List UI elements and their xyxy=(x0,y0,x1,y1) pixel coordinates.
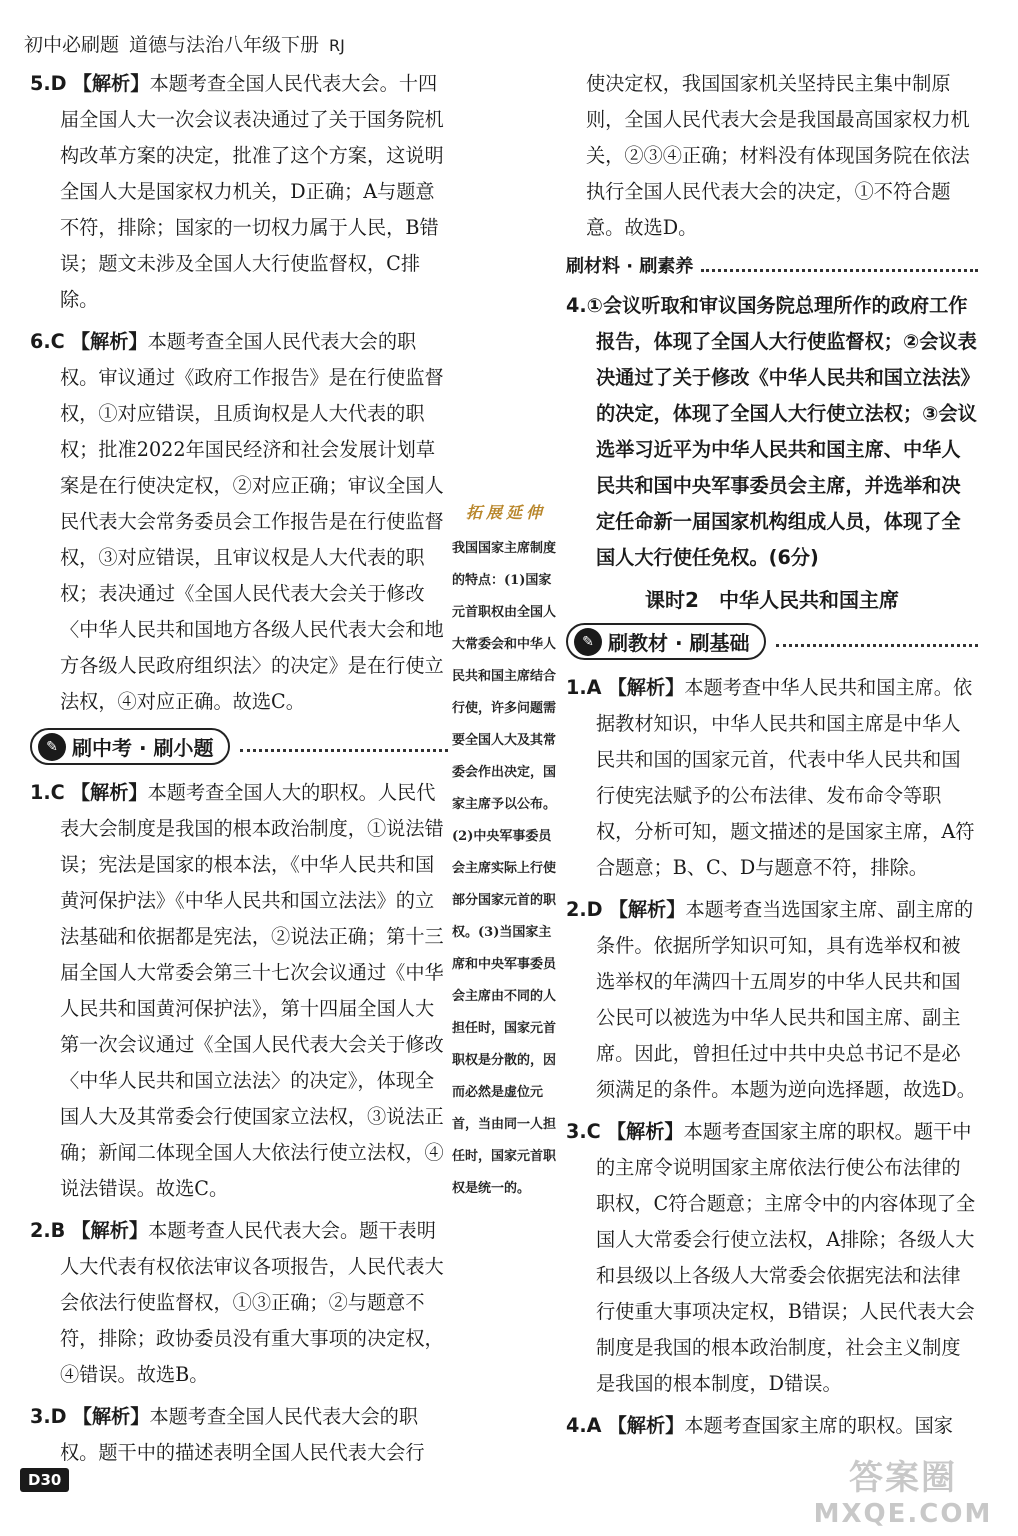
analysis-tag: 【解析】 xyxy=(71,1219,149,1242)
answer-item xyxy=(566,1408,978,1444)
answer-item xyxy=(566,892,978,1108)
analysis-tag: 【解析】 xyxy=(608,898,686,921)
page-footer xyxy=(20,1468,69,1492)
edition-label: RJ xyxy=(329,36,345,55)
sidebar-text: 我国国家主席制度的特点：(1)国家元首职权由全国人大常委会和中华人民共和国主席结合行使，许多问题需要全国人大及其常委会作出决定，国家主席予以公布。(2)中央军事委员会主席实际上行使部分国家元首的职权。(3)当国家主席和中央军事委员会主席由不同的人担任时，国家元首职权是分散的，因而必然是虚位元首，当由同一人担任时，国家元首职权是统一的。 xyxy=(452,541,557,1196)
answer-text: 本题考查国家主席的职权。题干中的主席令说明国家主席依法行使公布法律的职权，C符合题意；主席令中的内容体现了全国人大常委会行使立法权，A排除；各级人大和县级以上各级人大常委会依据宪法和法律行使重大事项决定权，B错误；人民代表大会制度是我国的根本政治制度，社会主义制度是我国的根本制度，D错误。 xyxy=(596,1120,976,1395)
lesson-title: 课时2 中华人民共和国主席 xyxy=(645,588,899,612)
answer-item xyxy=(30,775,448,1207)
answer-item xyxy=(30,1399,448,1471)
section-banner xyxy=(566,623,978,660)
answer-number: 6.C xyxy=(30,330,65,353)
section-label: 刷材料 · 刷素养 xyxy=(566,256,694,277)
answer-item xyxy=(566,288,978,576)
answer-item xyxy=(30,324,448,720)
answer-text: 本题考查全国人民代表大会。十四届全国人大一次会议表决通过了关于国务院机构改革方案的决定，批准了这个方案，这说明全国人大是国家权力机关，D正确；A与题意不符，排除；国家的一切权力属于人民，B错误；题文未涉及全国人大行使监督权，C排除。 xyxy=(60,72,444,311)
answer-number: 5.D xyxy=(30,72,67,95)
answer-item xyxy=(566,1114,978,1402)
section-heading xyxy=(566,252,978,278)
answer-item xyxy=(30,1213,448,1393)
answer-item xyxy=(30,66,448,318)
analysis-tag: 【解析】 xyxy=(607,1414,685,1437)
answer-number: 1.A xyxy=(566,676,602,699)
continuation-text: 使决定权，我国国家机关坚持民主集中制原则，全国人民代表大会是我国最高国家权力机关，②③④正确；材料没有体现国务院在依法执行全国人民代表大会的决定，①不符合题意。故选D。 xyxy=(586,72,970,239)
page-number: D30 xyxy=(20,1468,69,1492)
dotted-divider xyxy=(776,636,978,647)
answer-text: 本题考查国家主席的职权。国家 xyxy=(684,1414,953,1437)
answer-number: 2.B xyxy=(30,1219,66,1242)
dotted-divider xyxy=(240,741,448,752)
answer-number: 2.D xyxy=(566,898,603,921)
answer-number: 3.C xyxy=(566,1120,601,1143)
answer-text: 本题考查全国人民代表大会的职权。题干中的描述表明全国人民代表大会行 xyxy=(60,1405,425,1464)
answer-number: 3.D xyxy=(30,1405,67,1428)
answer-item xyxy=(566,670,978,886)
subject-title: 道德与法治八年级下册 xyxy=(129,34,320,56)
answer-text: 本题考查当选国家主席、副主席的条件。依据所学知识可知，具有选举权和被选举权的年满四十五周岁的中华人民共和国公民可以被选为中华人民共和国主席、副主席。因此，曾担任过中共中央总书记不是必须满足的条件。本题为逆向选择题，故选D。 xyxy=(596,898,976,1101)
analysis-tag: 【解析】 xyxy=(70,781,148,804)
analysis-tag: 【解析】 xyxy=(70,330,148,353)
page-header xyxy=(24,30,345,70)
left-column xyxy=(30,66,448,1477)
right-column xyxy=(566,66,978,1450)
sidebar-title: 拓展延伸 xyxy=(465,503,546,522)
banner-badge xyxy=(566,623,766,660)
book-title: 初中必刷题 xyxy=(24,34,120,56)
extension-sidebar xyxy=(452,500,560,1205)
answer-text: 本题考查中华人民共和国主席。依据教材知识，中华人民共和国主席是中华人民共和国的国家元首，代表中华人民共和国行使宪法赋予的公布法律、发布命令等职权，分析可知，题文描述的是国家主席，A符合题意；B、C、D与题意不符，排除。 xyxy=(596,676,975,879)
analysis-tag: 【解析】 xyxy=(72,1405,150,1428)
banner-label: 刷教材 · 刷基础 xyxy=(608,631,750,655)
answer-number: 4. xyxy=(566,294,587,317)
analysis-tag: 【解析】 xyxy=(606,1120,684,1143)
answer-text: ①会议听取和审议国务院总理所作的政府工作报告，体现了全国人大行使监督权；②会议表决通过了关于修改《中华人民共和国立法法》的决定，体现了全国人大行使立法权；③会议选举习近平为中华人民共和国主席、中华人民共和国中央军事委员会主席，并选举和决定任命新一届国家机构组成人员，体现了全国人大行使任免权。(6分) xyxy=(586,294,977,569)
analysis-tag: 【解析】 xyxy=(72,72,150,95)
pen-icon: ✎ xyxy=(574,628,602,656)
dotted-divider xyxy=(701,259,978,272)
answer-number: 1.C xyxy=(30,781,65,804)
banner-badge xyxy=(30,728,230,765)
pen-icon: ✎ xyxy=(38,733,66,761)
answer-text: 本题考查全国人民代表大会的职权。审议通过《政府工作报告》是在行使监督权，①对应错误，且质询权是人大代表的职权；批准2022年国民经济和社会发展计划草案是在行使决定权，②对应正确；审议全国人民代表大会常务委员会工作报告是在行使监督权，③对应错误，且审议权是人大代表的职权；表决通过《全国人民代表大会关于修改〈中华人民共和国地方各级人民代表大会和地方各级人民政府组织法〉的决定》是在行使立法权，④对应正确。故选C。 xyxy=(60,330,444,713)
answer-number: 4.A xyxy=(566,1414,602,1437)
section-banner xyxy=(30,728,448,765)
banner-label: 刷中考 · 刷小题 xyxy=(72,736,214,760)
answer-text: 本题考查全国人大的职权。人民代表大会制度是我国的根本政治制度，①说法错误；宪法是国家的根本法，《中华人民共和国黄河保护法》《中华人民共和国立法法》的立法基础和依据都是宪法，②说法正确；第十三届全国人大常委会第三十七次会议通过《中华人民共和国黄河保护法》，第十四届全国人大第一次会议通过《全国人民代表大会关于修改〈中华人民共和国立法法〉的决定》，体现全国人大及其常委会行使国家立法权，③说法正确；新闻二体现全国人大依法行使立法权，④说法错误。故选C。 xyxy=(60,781,444,1200)
analysis-tag: 【解析】 xyxy=(607,676,685,699)
answer-continuation xyxy=(566,66,978,246)
answer-text: 本题考查人民代表大会。题干表明人大代表有权依法审议各项报告，人民代表大会依法行使监督权，①③正确；②与题意不符，排除；政协委员没有重大事项的决定权，④错误。故选B。 xyxy=(60,1219,444,1386)
watermark-logo: 答案圈 MXQE.COM xyxy=(813,1458,993,1529)
